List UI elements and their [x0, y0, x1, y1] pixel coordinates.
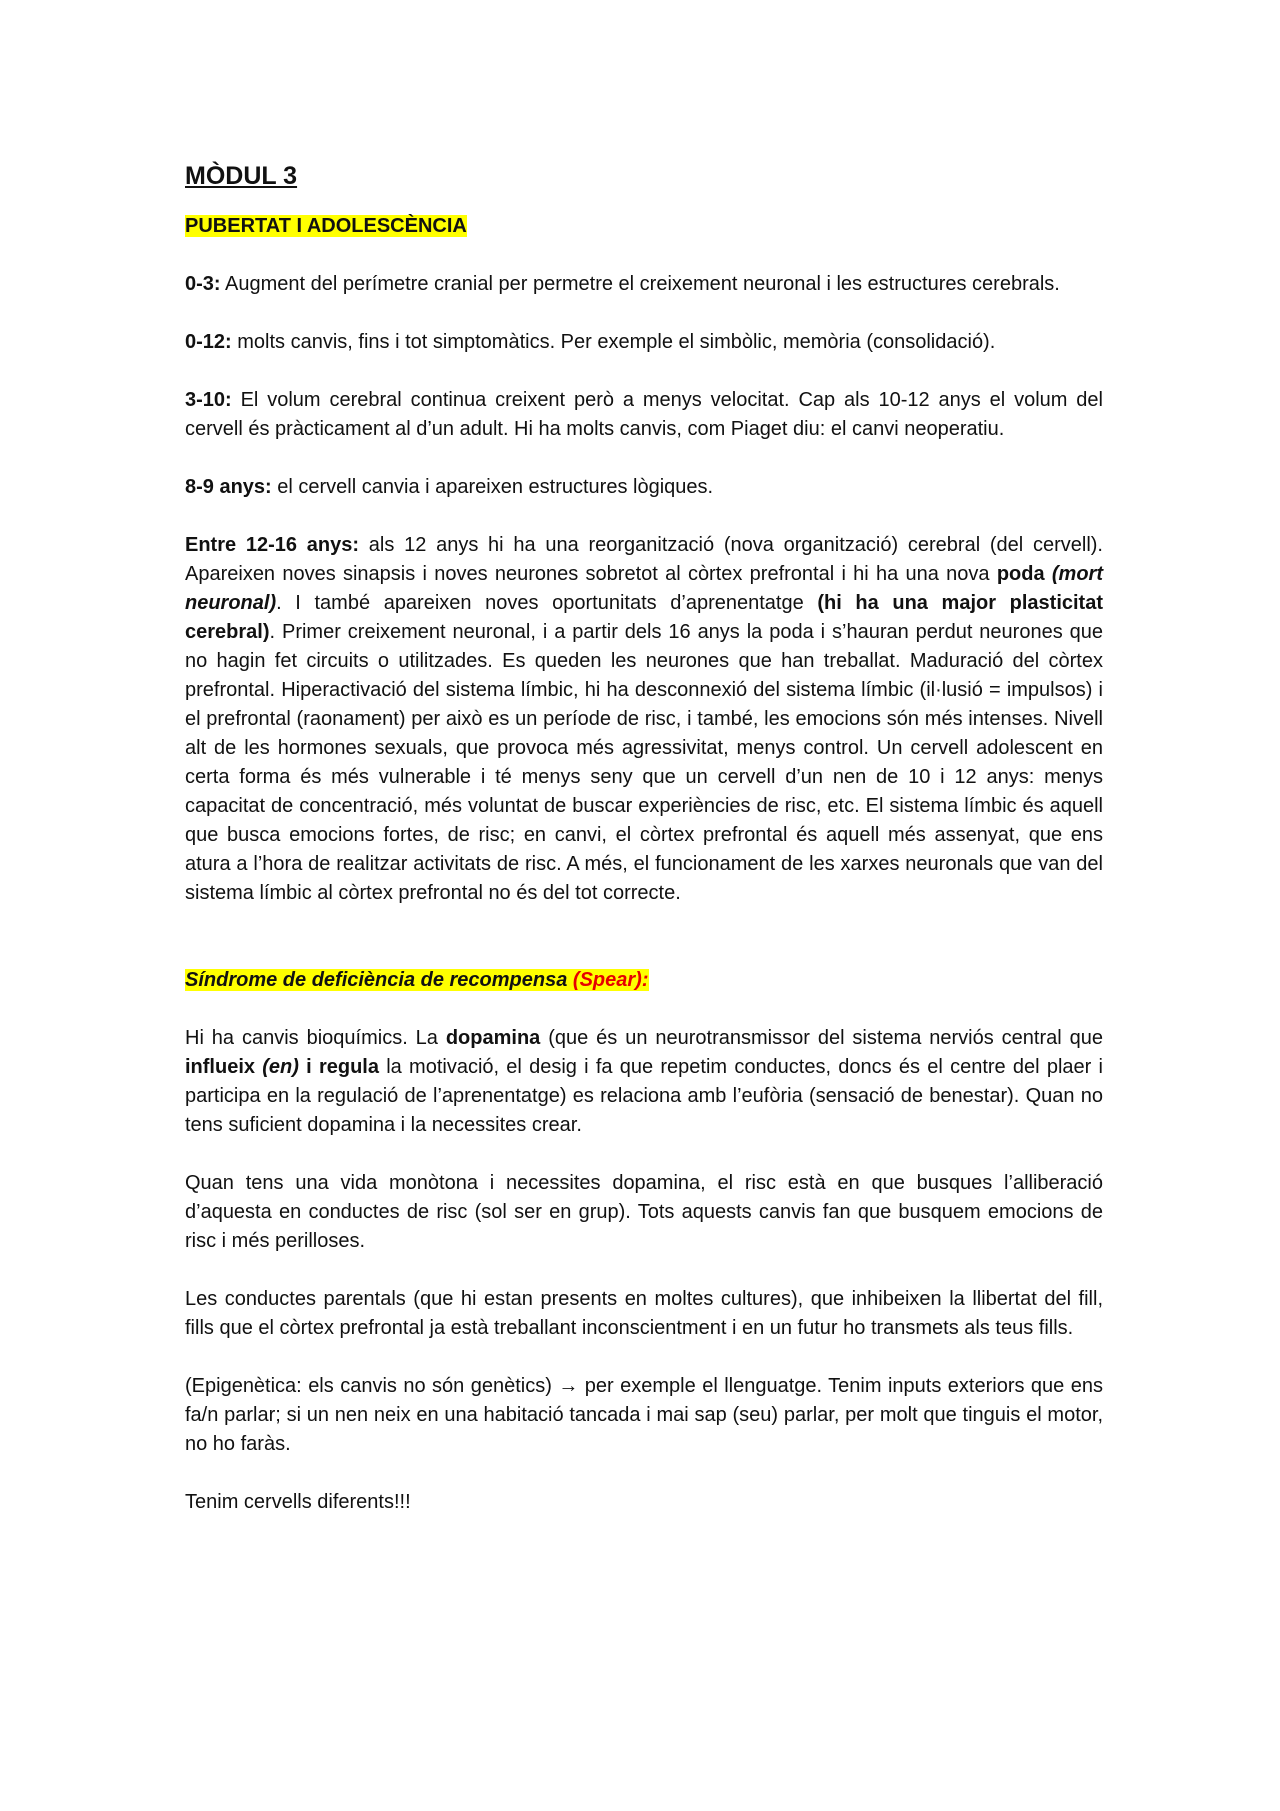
heading-author: (Spear): — [572, 969, 649, 991]
spacer — [185, 937, 1103, 966]
paragraph-epigenetics — [185, 1372, 1103, 1459]
paragraph-0-3 — [185, 270, 1103, 299]
bold-term-poda: poda — [996, 563, 1045, 585]
bold-term-influeix: influeix — [185, 1056, 256, 1078]
page-title: MÒDUL 3 — [185, 162, 298, 190]
age-label: Entre 12-16 anys: — [185, 534, 360, 556]
paragraph-text: molts canvis, fins i tot simptomàtics. Per exemple el simbòlic, memòria (consolidació). — [231, 331, 996, 353]
paragraph-text: . I també apareixen noves oportunitats d’aprenentatge — [276, 592, 818, 614]
arrow-icon: → — [558, 1375, 579, 1397]
paragraph-parental: Les conductes parentals (que hi estan presents en moltes cultures), que inhibeixen la llibertat del fill, fills que el còrtex prefrontal ja està treballant inconscientment i en un futur ho transmets als teus fills. — [185, 1288, 1103, 1339]
bold-term-dopamine: dopamina — [445, 1027, 541, 1049]
paragraph-text: als 12 anys hi ha una reorganització (nova organització) cerebral (del cervell). Apareixen noves sinapsis i noves neurones sobretot al còrtex prefrontal i hi ha una nova — [185, 534, 1103, 585]
paragraph-text: el cervell canvia i apareixen estructures lògiques. — [271, 476, 714, 498]
age-label: 3-10: — [185, 389, 232, 411]
highlighted-heading — [185, 969, 649, 991]
paragraph-dopamine — [185, 1024, 1103, 1140]
heading-text: Síndrome de deficiència de recompensa — [185, 969, 573, 991]
age-label: 0-12: — [185, 331, 232, 353]
paragraph-monotonous-life: Quan tens una vida monòtona i necessites dopamina, el risc està en que busques l’alliberació d’aquesta en conductes de risc (sol ser en grup). Tots aquests canvis fan que busquem emocions de risc i més perilloses. — [185, 1172, 1103, 1252]
paragraph-text: (que és un neurotransmissor del sistema nerviós central que — [540, 1027, 1103, 1049]
paragraph-0-12 — [185, 328, 1103, 357]
paragraph-3-10 — [185, 386, 1103, 444]
section-heading-puberty — [185, 212, 1103, 241]
paragraph-text: Augment del perímetre cranial per permetre el creixement neuronal i les estructures cerebrals. — [220, 273, 1060, 295]
bold-term-regula: i regula — [298, 1056, 379, 1078]
paragraph-conclusion: Tenim cervells diferents!!! — [185, 1491, 411, 1513]
highlighted-heading: PUBERTAT I ADOLESCÈNCIA — [185, 215, 467, 237]
paragraph-text: la motivació, el desig i fa que repetim conductes, doncs és el centre del plaer i participa en la regulació de l’aprenentatge) es relaciona amb l’eufòria (sensació de benestar). Quan no tens suficient dopamina i la necessites crear. — [185, 1056, 1103, 1136]
age-label: 0-3: — [185, 273, 221, 295]
paragraph-12-16 — [185, 531, 1103, 908]
bold-term-plasticity: (hi ha una major plasticitat cerebral) — [185, 592, 1103, 643]
paragraph-text: . Primer creixement neuronal, i a partir dels 16 anys la poda i s’hauran perdut neurones que no hagin fet circuits o utilitzades. Es queden les neurones que han treballat. Maduració del còrtex prefrontal. Hiperactivació del sistema límbic, hi ha desconnexió del sistema límbic (il·lusió = impulsos) i el prefrontal (raonament) per això es un període de risc, i també, les emocions són més intenses. Nivell alt de les hormones sexuals, que provoca més agressivitat, menys control. Un cervell adolescent en certa forma és més vulnerable i té menys seny que un cervell d’un nen de 10 i 12 anys: menys capacitat de concentració, més voluntat de buscar experiències de risc, etc. El sistema límbic és aquell que busca emocions fortes, de risc; en canvi, el còrtex prefrontal és aquell més assenyat, que ens atura a l’hora de realitzar activitats de risc. A més, el funcionament de les xarxes neuronals que van del sistema límbic al còrtex prefrontal no és del tot correcte. — [185, 621, 1103, 904]
paragraph-text: (Epigenètica: els canvis no són genètics) — [185, 1375, 559, 1397]
paragraph-8-9 — [185, 473, 1103, 502]
paragraph-text: per exemple el llenguatge. Tenim inputs exteriors que ens fa/n parlar; si un nen neix en una habitació tancada i mai sap (seu) parlar, per molt que tinguis el motor, no ho faràs. — [185, 1375, 1103, 1455]
paragraph-text: Hi ha canvis bioquímics. La — [185, 1027, 446, 1049]
document-page — [185, 150, 1103, 1546]
bold-italic-term: (en) — [255, 1056, 299, 1078]
paragraph-text: El volum cerebral continua creixent però a menys velocitat. Cap als 10-12 anys el volum del cervell és pràcticament al d’un adult. Hi ha molts canvis, com Piaget diu: el canvi neoperatiu. — [185, 389, 1103, 440]
section-heading-spear — [185, 966, 1103, 995]
age-label: 8-9 anys: — [185, 476, 272, 498]
bold-italic-term: (mort neuronal) — [185, 563, 1103, 614]
